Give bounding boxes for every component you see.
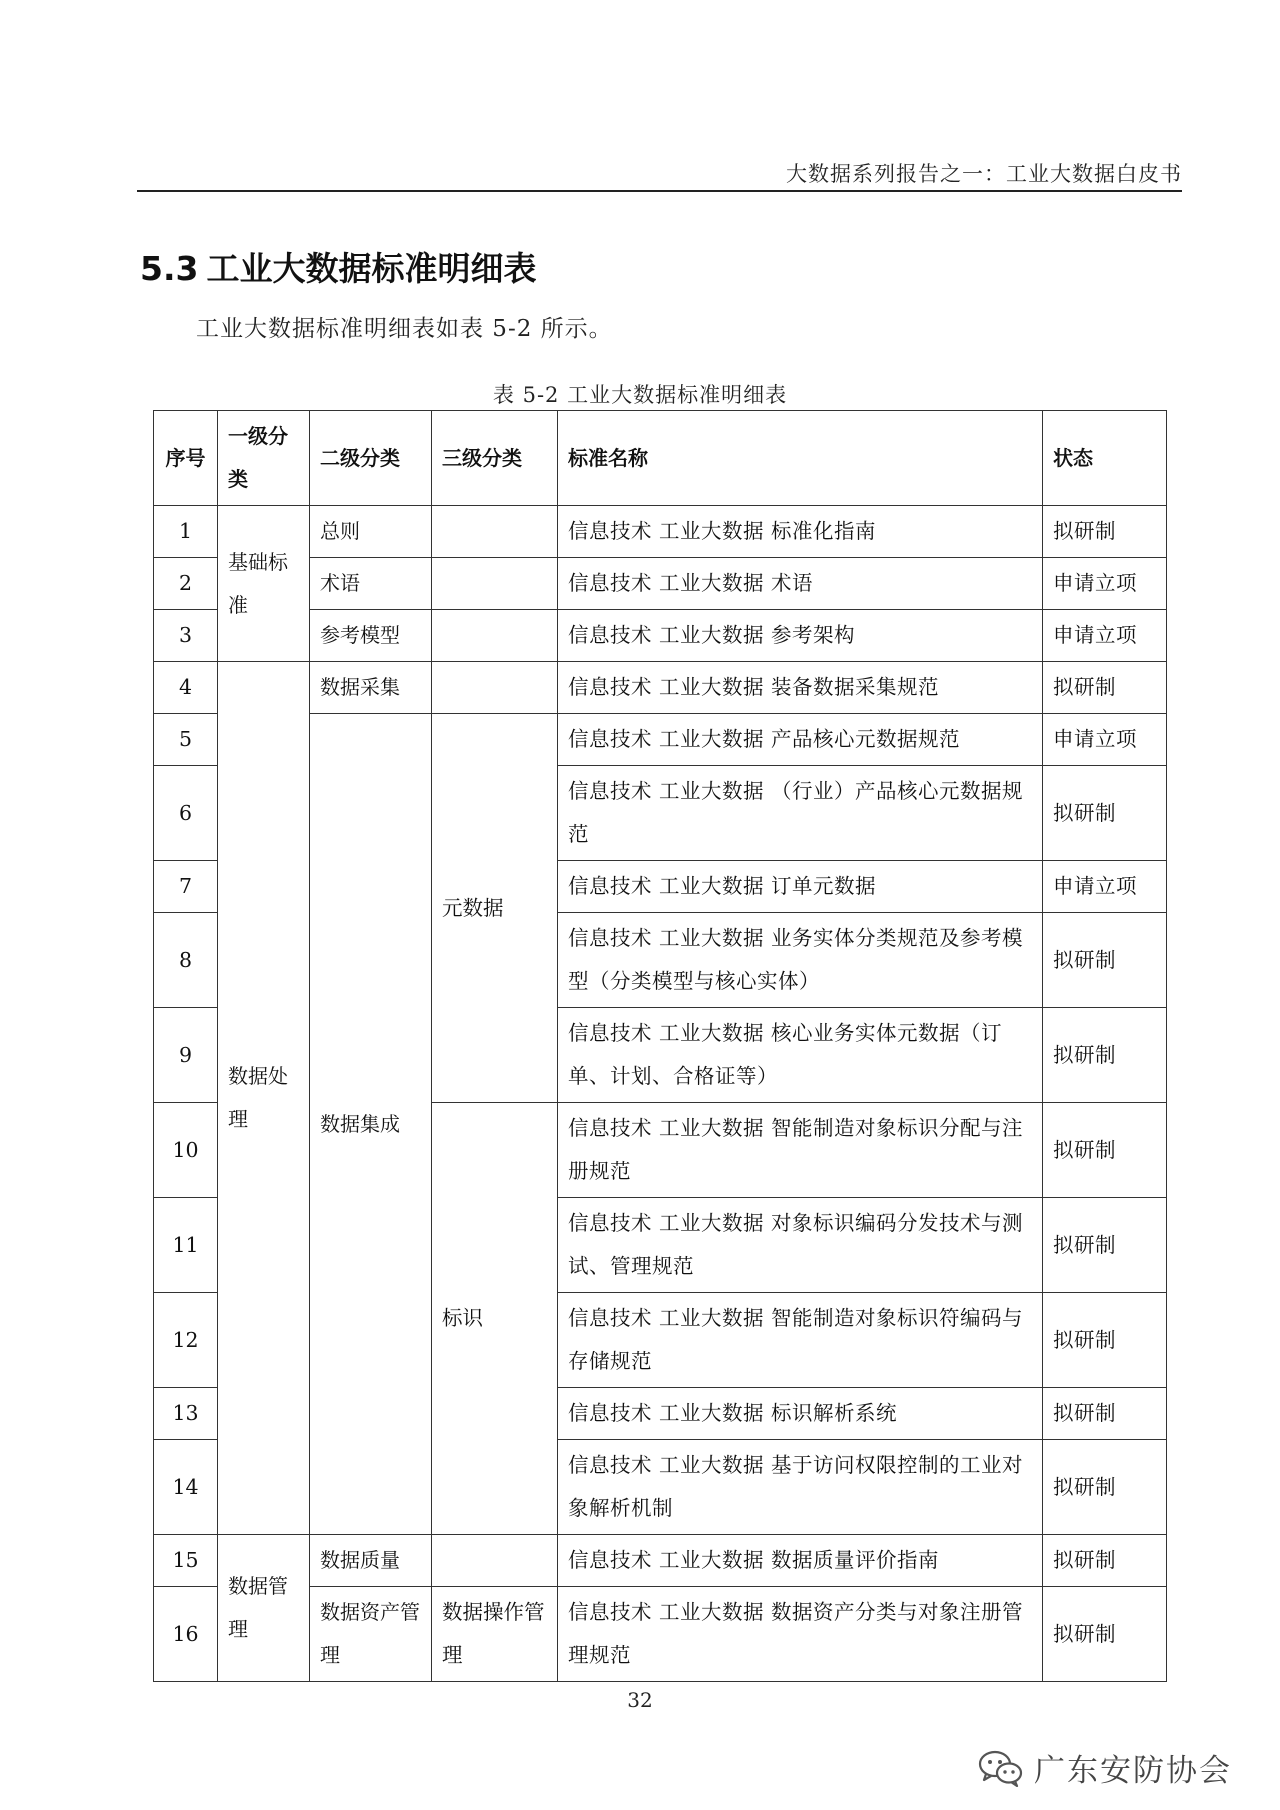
level3-empty xyxy=(432,558,558,610)
level3-identifier: 标识 xyxy=(432,1103,558,1535)
section-title-text: 工业大数据标准明细表 xyxy=(206,249,537,288)
standard-name: 信息技术 工业大数据 标识解析系统 xyxy=(558,1388,1043,1440)
level1-management: 数据管理 xyxy=(218,1535,310,1682)
level2-collection: 数据采集 xyxy=(310,662,432,714)
standard-status: 申请立项 xyxy=(1043,861,1167,913)
table-row xyxy=(154,662,1167,714)
level2-terms: 术语 xyxy=(310,558,432,610)
table-row xyxy=(154,506,1167,558)
standard-status: 拟研制 xyxy=(1043,1535,1167,1587)
standard-status: 拟研制 xyxy=(1043,662,1167,714)
page-number: 32 xyxy=(627,1688,653,1712)
watermark-text: 广东安防协会 xyxy=(1034,1753,1232,1789)
standard-status: 拟研制 xyxy=(1043,1008,1167,1103)
standard-status: 拟研制 xyxy=(1043,1587,1167,1682)
intro-paragraph: 工业大数据标准明细表如表 5-2 所示。 xyxy=(196,316,613,342)
header-level2: 二级分类 xyxy=(310,411,432,506)
standards-table xyxy=(153,410,1167,1682)
running-header: 大数据系列报告之一：工业大数据白皮书 xyxy=(786,162,1182,186)
standard-status: 拟研制 xyxy=(1043,1103,1167,1198)
row-seq: 10 xyxy=(154,1103,218,1198)
standard-status: 拟研制 xyxy=(1043,506,1167,558)
level2-ref-model: 参考模型 xyxy=(310,610,432,662)
standard-name: 信息技术 工业大数据 业务实体分类规范及参考模型（分类模型与核心实体） xyxy=(558,913,1043,1008)
table-row xyxy=(154,1535,1167,1587)
header-rule xyxy=(137,190,1182,192)
row-seq: 2 xyxy=(154,558,218,610)
row-seq: 11 xyxy=(154,1198,218,1293)
header-level1: 一级分类 xyxy=(218,411,310,506)
level3-empty xyxy=(432,610,558,662)
level2-asset-mgmt: 数据资产管理 xyxy=(310,1587,432,1682)
standard-name: 信息技术 工业大数据 数据质量评价指南 xyxy=(558,1535,1043,1587)
level1-processing: 数据处理 xyxy=(218,662,310,1535)
watermark xyxy=(978,1745,1232,1790)
level3-data-ops: 数据操作管理 xyxy=(432,1587,558,1682)
level1-basic: 基础标准 xyxy=(218,506,310,662)
row-seq: 4 xyxy=(154,662,218,714)
row-seq: 16 xyxy=(154,1587,218,1682)
header-status: 状态 xyxy=(1043,411,1167,506)
level3-metadata: 元数据 xyxy=(432,714,558,1103)
wechat-icon xyxy=(978,1749,1024,1787)
level2-integration: 数据集成 xyxy=(310,714,432,1535)
row-seq: 14 xyxy=(154,1440,218,1535)
standard-status: 拟研制 xyxy=(1043,1198,1167,1293)
row-seq: 1 xyxy=(154,506,218,558)
row-seq: 15 xyxy=(154,1535,218,1587)
level3-empty xyxy=(432,506,558,558)
standard-name: 信息技术 工业大数据 订单元数据 xyxy=(558,861,1043,913)
standard-name: 信息技术 工业大数据 基于访问权限控制的工业对象解析机制 xyxy=(558,1440,1043,1535)
standard-status: 拟研制 xyxy=(1043,1388,1167,1440)
standard-name: 信息技术 工业大数据 核心业务实体元数据（订单、计划、合格证等） xyxy=(558,1008,1043,1103)
standard-name: 信息技术 工业大数据 产品核心元数据规范 xyxy=(558,714,1043,766)
section-number: 5.3 xyxy=(140,249,199,288)
level2-general: 总则 xyxy=(310,506,432,558)
standard-name: 信息技术 工业大数据 对象标识编码分发技术与测试、管理规范 xyxy=(558,1198,1043,1293)
row-seq: 6 xyxy=(154,766,218,861)
row-seq: 12 xyxy=(154,1293,218,1388)
row-seq: 5 xyxy=(154,714,218,766)
standard-name: 信息技术 工业大数据 智能制造对象标识分配与注册规范 xyxy=(558,1103,1043,1198)
standard-name: 信息技术 工业大数据 （行业）产品核心元数据规范 xyxy=(558,766,1043,861)
table-caption: 表 5-2 工业大数据标准明细表 xyxy=(492,383,788,407)
standard-status: 拟研制 xyxy=(1043,766,1167,861)
header-level3: 三级分类 xyxy=(432,411,558,506)
row-seq: 3 xyxy=(154,610,218,662)
standard-status: 拟研制 xyxy=(1043,1293,1167,1388)
row-seq: 7 xyxy=(154,861,218,913)
level2-quality: 数据质量 xyxy=(310,1535,432,1587)
standard-name: 信息技术 工业大数据 术语 xyxy=(558,558,1043,610)
header-name: 标准名称 xyxy=(558,411,1043,506)
header-seq: 序号 xyxy=(154,411,218,506)
standard-name: 信息技术 工业大数据 智能制造对象标识符编码与存储规范 xyxy=(558,1293,1043,1388)
standard-name: 信息技术 工业大数据 装备数据采集规范 xyxy=(558,662,1043,714)
row-seq: 9 xyxy=(154,1008,218,1103)
standard-name: 信息技术 工业大数据 数据资产分类与对象注册管理规范 xyxy=(558,1587,1043,1682)
row-seq: 8 xyxy=(154,913,218,1008)
row-seq: 13 xyxy=(154,1388,218,1440)
section-title xyxy=(140,243,536,290)
table-header-row xyxy=(154,411,1167,506)
standard-status: 拟研制 xyxy=(1043,1440,1167,1535)
standard-status: 拟研制 xyxy=(1043,913,1167,1008)
standard-name: 信息技术 工业大数据 参考架构 xyxy=(558,610,1043,662)
standard-status: 申请立项 xyxy=(1043,610,1167,662)
standard-name: 信息技术 工业大数据 标准化指南 xyxy=(558,506,1043,558)
standard-status: 申请立项 xyxy=(1043,558,1167,610)
level3-empty xyxy=(432,662,558,714)
standard-status: 申请立项 xyxy=(1043,714,1167,766)
level3-empty xyxy=(432,1535,558,1587)
